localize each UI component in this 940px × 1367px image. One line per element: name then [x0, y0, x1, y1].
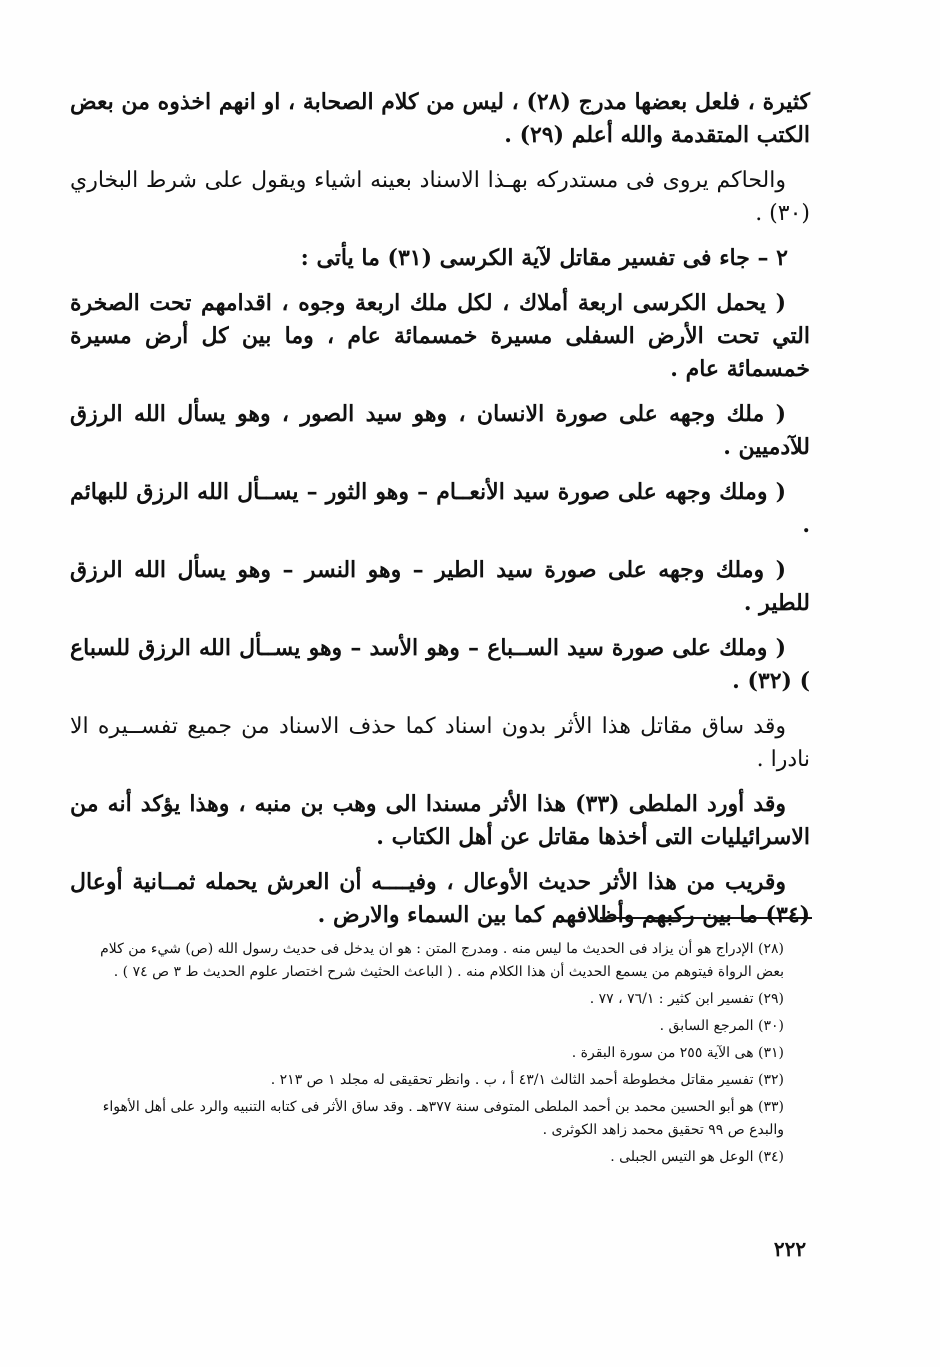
quote-paragraph-2: ( ملك وجهه على صورة الانسان ، وهو سيد الصور ، وهو يسأل الله الرزق للآدميين . — [70, 401, 810, 460]
footnote-32: (٣٢) تفسير مقاتل مخطوطة أحمد الثالث ٤٣/١ أ ، ب . وانظر تحقيقى له مجلد ١ ص ٢١٣ . — [270, 1072, 784, 1088]
paragraph-1: كثيرة ، فلعل بعضها مدرج (٢٨) ، ليس من كلام الصحابة ، او انهم اخذوه من بعض الكتب المتقدمة والله أعلم (٢٩) . — [70, 89, 810, 148]
footnotes — [70, 938, 810, 1173]
footnote-30: (٣٠) المرجع السابق . — [659, 1018, 784, 1034]
footnote-29: (٢٩) تفسير ابن كثير : ٧٦/١ ، ٧٧ . — [589, 991, 784, 1007]
footnote-33: (٣٣) هو أبو الحسين محمد بن أحمد الملطى المتوفى سنة ٣٧٧هـ . وقد ساق الأثر فى كتابه التنبيه والرد على أهل الأهواء والبدع ص ٩٩ تحقيق محمد زاهد الكوثرى . — [102, 1099, 784, 1138]
paragraph-3: وقد ساق مقاتل هذا الأثر بدون اسناد كما حذف الاسناد من جميع تفســيره الا نادرا . — [70, 714, 810, 772]
paragraph-5: وقريب من هذا الأثر حديث الأوعال ، وفيــــه أن العرش يحمله ثمــانية أوعال (٣٤) ما بين ركبهم وأظلافهم كما بين السماء والارض . — [70, 869, 810, 928]
quote-paragraph-4: ( وملك وجهه على صورة سيد الطير – وهو النسر – وهو يسأل الله الرزق للطير . — [70, 557, 810, 616]
quote-paragraph-5: ( وملك على صورة سيد الســباع – وهو الأسد – وهو يســأل الله الرزق للسباع ) (٣٢) . — [70, 635, 810, 694]
quote-paragraph-1: ( يحمل الكرسى اربعة أملاك ، لكل ملك اربعة وجوه ، اقدامهم تحت الصخرة التي تحت الأرض السفلى مسيرة خمسمائة عام ، وما بين كل أرض مسيرة خمسمائة عام . — [70, 290, 810, 382]
main-text — [70, 86, 810, 940]
footnote-34: (٣٤) الوعل هو التيس الجبلى . — [610, 1149, 784, 1165]
page-number: ٢٢٢ — [773, 1237, 807, 1261]
paragraph-4: وقد أورد الملطى (٣٣) هذا الأثر مسندا الى وهب بن منبه ، وهذا يؤكد أنه من الاسرائيليات التى أخذها مقاتل عن أهل الكتاب . — [70, 791, 810, 850]
quote-paragraph-3: ( وملك وجهه على صورة سيد الأنعــام – وهو الثور – يســأل الله الرزق للبهائم . — [70, 479, 810, 538]
paragraph-2: والحاكم يروى فى مستدركه بهـذا الاسناد بعينه اشياء ويقول على شرط البخاري (٣٠) . — [70, 168, 810, 226]
footnote-separator — [600, 917, 812, 919]
footnote-31: (٣١) هى الآية ٢٥٥ من سورة البقرة . — [571, 1045, 784, 1061]
section-heading: ٢ – جاء فى تفسير مقاتل لآية الكرسى (٣١) ما يأتى : — [300, 245, 788, 271]
footnote-28: (٢٨) الإدراج هو أن يزاد فى الحديث ما ليس منه . ومدرج المتن : هو ان يدخل فى حديث رسول الله (ص) شيء من كلام بعض الرواة فيتوهم من يسمع الحديث أن هذا الكلام منه . ( الباعث الحثيث شرح اختصار علوم الحديث ط ٣ ص ٧٤ ) . — [100, 941, 784, 980]
